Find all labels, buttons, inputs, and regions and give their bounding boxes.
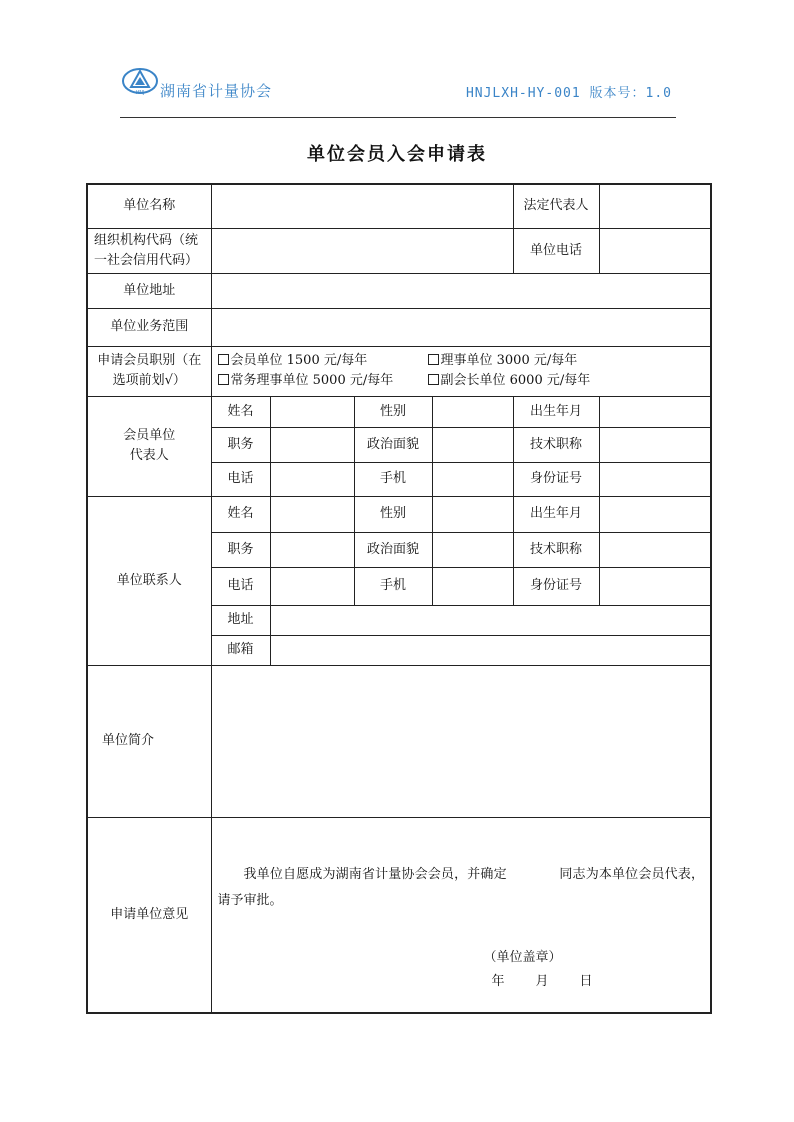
- rep-position-label: 职务: [211, 427, 270, 462]
- input-unit-address[interactable]: [211, 273, 711, 308]
- contact-id-label: 身份证号: [513, 567, 599, 605]
- rep-id-input[interactable]: [599, 462, 711, 496]
- label-org-code: 组织机构代码（统一社会信用代码）: [87, 228, 211, 273]
- rep-political-input[interactable]: [432, 427, 513, 462]
- opinion-text: 我单位自愿成为湖南省计量协会会员，并确定 同志为本单位会员代表，请予审批。: [217, 866, 704, 908]
- association-logo-icon: [120, 66, 160, 98]
- input-intro[interactable]: [211, 665, 711, 817]
- label-unit-phone: 单位电话: [513, 228, 599, 273]
- application-form: [86, 183, 712, 1014]
- rep-gender-input[interactable]: [432, 396, 513, 427]
- contact-name-input[interactable]: [270, 496, 354, 532]
- option-standing-council-unit[interactable]: 常务理事单位 5000 元/每年: [218, 371, 428, 391]
- checkbox-icon: [218, 374, 229, 385]
- contact-email-input[interactable]: [270, 635, 711, 665]
- contact-mobile-label: 手机: [354, 567, 432, 605]
- input-unit-phone[interactable]: [599, 228, 711, 273]
- contact-phone-label: 电话: [211, 567, 270, 605]
- opinion-year: 年: [491, 973, 505, 989]
- rep-name-label: 姓名: [211, 396, 270, 427]
- rep-phone-input[interactable]: [270, 462, 354, 496]
- rep-political-label: 政治面貌: [354, 427, 432, 462]
- opinion-seal: （单位盖章）: [483, 949, 562, 965]
- opinion-day: 日: [579, 973, 593, 989]
- org-name: 湖南省计量协会: [160, 82, 273, 100]
- checkbox-icon: [428, 374, 439, 385]
- rep-phone-label: 电话: [211, 462, 270, 496]
- contact-mobile-input[interactable]: [432, 567, 513, 605]
- contact-position-label: 职务: [211, 532, 270, 567]
- member-level-options: [211, 346, 711, 396]
- opinion-area[interactable]: [211, 817, 711, 1013]
- option-member-unit[interactable]: 会员单位 1500 元/每年: [218, 351, 428, 371]
- contact-political-label: 政治面貌: [354, 532, 432, 567]
- input-unit-name[interactable]: [211, 184, 513, 228]
- rep-mobile-input[interactable]: [432, 462, 513, 496]
- label-contact-section: 单位联系人: [87, 496, 211, 665]
- logo-text: HNJ: [135, 90, 145, 96]
- page-header: [120, 62, 676, 118]
- page-title: 单位会员入会申请表: [307, 144, 487, 165]
- contact-name-label: 姓名: [211, 496, 270, 532]
- checkbox-icon: [218, 354, 229, 365]
- contact-position-input[interactable]: [270, 532, 354, 567]
- option-council-unit[interactable]: 理事单位 3000 元/每年: [428, 351, 578, 371]
- contact-birth-input[interactable]: [599, 496, 711, 532]
- label-legal-rep: 法定代表人: [513, 184, 599, 228]
- rep-gender-label: 性别: [354, 396, 432, 427]
- contact-title-input[interactable]: [599, 532, 711, 567]
- label-unit-name: 单位名称: [87, 184, 211, 228]
- contact-gender-input[interactable]: [432, 496, 513, 532]
- rep-title-label: 技术职称: [513, 427, 599, 462]
- contact-birth-label: 出生年月: [513, 496, 599, 532]
- opinion-month: 月: [535, 973, 549, 989]
- rep-mobile-label: 手机: [354, 462, 432, 496]
- contact-political-input[interactable]: [432, 532, 513, 567]
- rep-title-input[interactable]: [599, 427, 711, 462]
- label-member-level: 申请会员职别（在选项前划√）: [87, 346, 211, 396]
- input-business-scope[interactable]: [211, 308, 711, 346]
- contact-title-label: 技术职称: [513, 532, 599, 567]
- option-vice-president-unit[interactable]: 副会长单位 6000 元/每年: [428, 371, 591, 391]
- contact-address-input[interactable]: [270, 605, 711, 635]
- label-business-scope: 单位业务范围: [87, 308, 211, 346]
- contact-phone-input[interactable]: [270, 567, 354, 605]
- doc-code: HNJLXH-HY-001 版本号：1.0: [465, 86, 672, 101]
- rep-id-label: 身份证号: [513, 462, 599, 496]
- rep-position-input[interactable]: [270, 427, 354, 462]
- opinion-date: [484, 972, 593, 992]
- rep-birth-input[interactable]: [599, 396, 711, 427]
- label-opinion: 申请单位意见: [87, 817, 211, 1013]
- contact-gender-label: 性别: [354, 496, 432, 532]
- input-legal-rep[interactable]: [599, 184, 711, 228]
- header-divider: [120, 117, 676, 118]
- label-unit-address: 单位地址: [87, 273, 211, 308]
- contact-id-input[interactable]: [599, 567, 711, 605]
- contact-address-label: 地址: [211, 605, 270, 635]
- contact-email-label: 邮箱: [211, 635, 270, 665]
- rep-birth-label: 出生年月: [513, 396, 599, 427]
- rep-name-input[interactable]: [270, 396, 354, 427]
- label-rep-section: 会员单位代表人: [87, 396, 211, 496]
- input-org-code[interactable]: [211, 228, 513, 273]
- checkbox-icon: [428, 354, 439, 365]
- label-intro: 单位简介: [87, 665, 211, 817]
